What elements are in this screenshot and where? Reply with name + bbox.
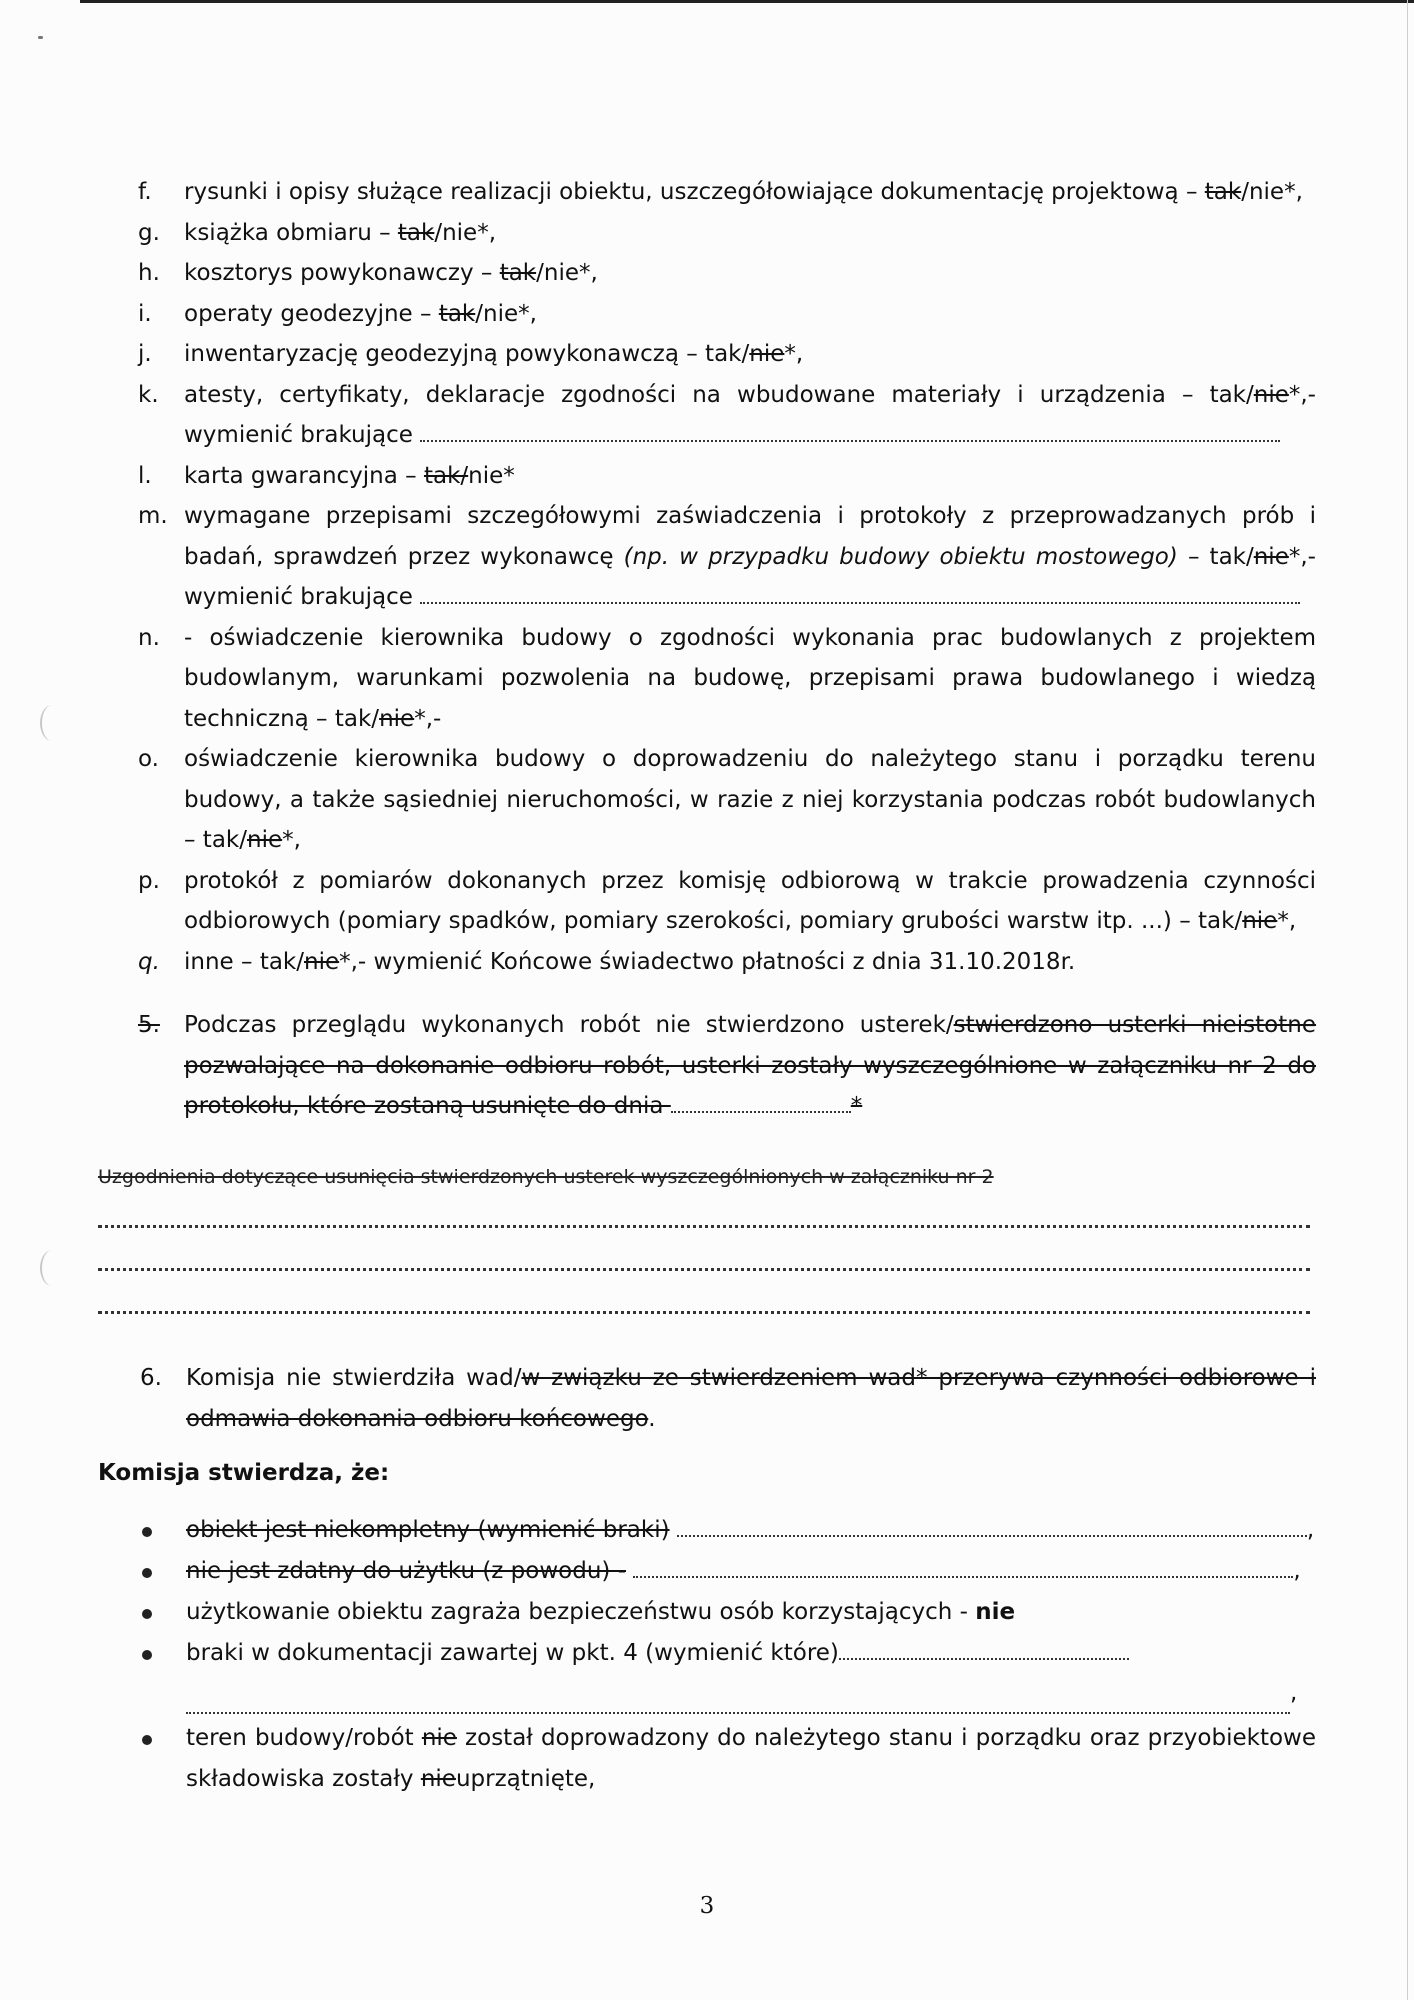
item-tail: /nie*, [1241,179,1303,205]
item-italic-note: (np. w przypadku budowy obiektu mostowego) [623,543,1178,570]
struck-text: stwierdzono usterki nieistotne pozwalające na dokonanie odbioru robót, usterki zostały wyszczególnione w załączniku nr 2 do protokołu, które zostaną usunięte do dnia [184,1012,1317,1119]
list-item-g [138,213,1316,254]
list-item-l [138,456,1316,497]
bullet-item [140,1510,1316,1551]
bullet-icon [142,1527,152,1537]
commission-heading: Komisja stwierdza, że: [98,1460,390,1486]
fill-in-dotted-line [633,1558,1293,1578]
punch-hole-mark [40,705,64,741]
item-label: m. [138,503,168,529]
list-item-n [138,618,1316,740]
item-label: n. [138,624,160,651]
bullet-icon [142,1609,152,1619]
bullet-item [140,1551,1316,1592]
item-tail: *,- wymienić brakujące [184,381,1316,448]
struck-text: nie [379,705,415,732]
struck-text: tak [499,260,537,286]
bullet-icon [142,1568,152,1578]
item-label: h. [138,260,160,286]
item-text: atesty, certyfikaty, deklaracje zgodności na wbudowane materiały i urządzenia – tak/ [184,381,1254,408]
struck-text: nie [1253,381,1289,408]
item-text: książka obmiaru – [184,219,398,246]
section-5-paragraph [138,1005,1316,1127]
item-text: inwentaryzację geodezyjną powykonawczą – tak/ [184,341,750,367]
item-tail: *,- [414,705,442,732]
struck-text: nie [247,827,283,853]
fill-in-dotted-line [420,584,1300,604]
list-item-i [138,294,1316,335]
section-text: Podczas przeglądu wykonanych robót nie stwierdzono usterek/ [184,1012,954,1038]
item-tail: /nie*, [475,300,537,327]
item-label: l. [138,462,152,489]
struck-text: tak [438,300,476,327]
bullet-tail: , [1293,1558,1301,1584]
list-item-p [138,861,1316,942]
bullet-tail: , [1306,1517,1315,1543]
item-text: protokół z pomiarów dokonanych przez komisję odbiorową w trakcie prowadzenia czynności odbiorowych (pomiary spadków, pomiary szerokości, pomiary grubości warstw itp. ...) – tak/ [184,867,1316,934]
scan-speck [38,36,43,39]
bullet-icon [142,1735,152,1745]
item-text: - oświadczenie kierownika budowy o zgodności wykonania prac budowlanych z projektem budowlanym, warunkami pozwolenia na budowę, przepisami prawa budowlanego i wiedzą techniczną – tak/ [184,624,1316,732]
item-text: – tak/ [1177,543,1254,570]
item-label: o. [138,746,159,772]
struck-text: nie [749,341,785,367]
bullet-icon [142,1650,152,1660]
item-label: i. [138,300,152,327]
item-label: j. [138,341,152,367]
list-item-k [138,375,1316,456]
item-text: rysunki i opisy służące realizacji obiektu, uszczegółowiające dokumentację projektową – [184,179,1205,205]
item-tail: nie* [468,462,515,489]
item-text: inne – tak/ [184,948,304,975]
bullet-item [140,1633,1316,1714]
bullet-text: uprzątnięte, [455,1765,596,1792]
bullet-text: użytkowanie obiektu zagraża bezpieczeństwu osób korzystających - [186,1599,976,1625]
item-text: operaty geodezyjne – [184,300,439,327]
item-label: g. [138,219,160,246]
struck-text: tak/ [423,462,469,489]
bullet-text: teren budowy/robót [186,1725,422,1751]
struck-text: nie [304,948,340,975]
section-tail: . [648,1405,656,1432]
list-item-o [138,739,1316,861]
list-item-m [138,496,1316,618]
item-tail: /nie*, [434,219,497,246]
struck-text: nie [421,1725,457,1751]
bullet-item [140,1592,1316,1633]
scan-top-edge [80,0,1414,3]
item-text: oświadczenie kierownika budowy o doprowadzeniu do należytego stanu i porządku terenu budowy, a także sąsiedniej nieruchomości, w razie z niej korzystania podczas robót budowlanych – tak/ [184,746,1316,853]
fill-in-dotted-line [671,1093,851,1113]
item-text: kosztorys powykonawczy – [184,260,500,286]
bullet-item [140,1718,1316,1799]
section-number: 6. [140,1365,162,1391]
agreements-heading: Uzgodnienia dotyczące usunięcia stwierdzonych usterek wyszczególnionych w załączniku nr 2 [98,1166,994,1188]
item-tail: *, [784,341,804,367]
fill-in-dotted-line [98,1225,1310,1228]
item-label: k. [138,381,159,408]
item-text: wymagane przepisami szczegółowymi zaświadczenia i protokoły z przeprowadzanych prób i badań, sprawdzeń przez wykonawcę [184,503,1316,570]
list-item-h [138,253,1316,294]
struck-text: nie jest zdatny do użytku (z powodu) - [186,1558,626,1584]
fill-in-dotted-line [420,422,1280,442]
item-text: karta gwarancyjna – [184,462,424,489]
fill-in-dotted-line [677,1517,1307,1537]
bullet-text: został doprowadzony do należytego stanu i porządku oraz przyobiektowe składowiska zostały [186,1725,1317,1792]
item-tail: *, [1277,908,1297,934]
struck-text: tak [397,219,435,246]
document-list [138,172,1316,982]
page-number: 3 [699,1893,715,1919]
section-6-paragraph [140,1358,1316,1439]
list-item-f [138,172,1316,213]
struck-text: nie [420,1765,456,1792]
item-label: q. [138,948,160,975]
scan-right-edge [1407,0,1408,2000]
item-label: p. [138,867,160,894]
bullet-tail: , [1290,1680,1298,1706]
item-tail: /nie*, [536,260,598,286]
fill-in-dotted-line [98,1311,1310,1314]
item-tail: *,- wymienić Końcowe świadectwo płatności z dnia 31.10.2018r. [339,948,1076,975]
item-tail: *, [282,827,301,853]
section-text: Komisja nie stwierdziła wad/ [186,1365,522,1391]
bullet-bold-answer: nie [975,1599,1016,1625]
item-label: f. [138,179,152,205]
list-item-q [138,942,1316,983]
item-tail: *,- wymienić brakujące [184,543,1316,610]
fill-in-dotted-line [186,1694,1290,1714]
fill-in-dotted-line [839,1640,1129,1660]
struck-text: nie [1242,908,1278,934]
bullet-text: braki w dokumentacji zawartej w pkt. 4 (wymienić które) [186,1640,839,1666]
struck-text: nie [1253,543,1289,570]
bullet-continuation [186,1674,1316,1714]
list-item-j [138,334,1316,375]
struck-text: obiekt jest niekompletny (wymienić braki) [186,1517,670,1543]
struck-text: w związku ze stwierdzeniem wad* przerywa czynności odbiorowe i odmawia dokonania odbioru końcowego [186,1365,1316,1432]
struck-text: tak [1204,179,1242,205]
fill-in-dotted-line [98,1268,1310,1271]
footnote-star: * [850,1093,863,1119]
punch-hole-mark [40,1250,64,1286]
section-number: 5. [138,1012,160,1038]
